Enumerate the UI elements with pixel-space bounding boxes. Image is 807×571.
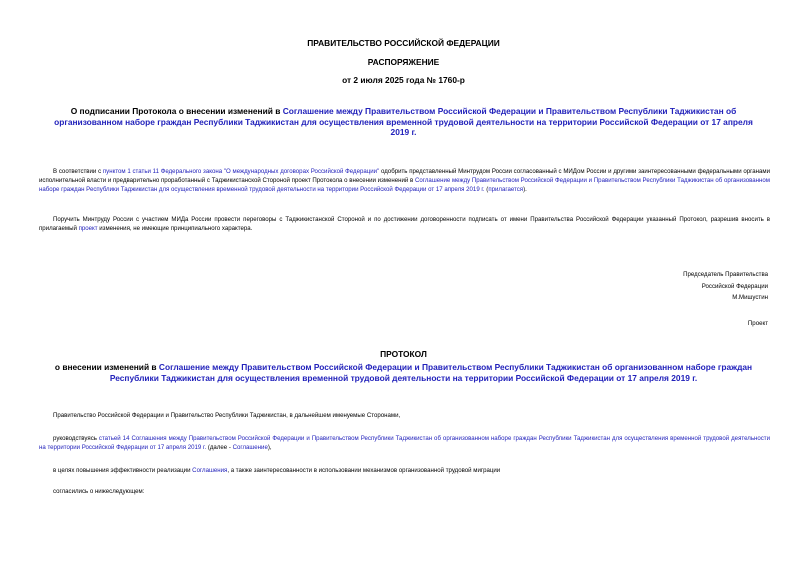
project-link[interactable]: проект (78, 225, 98, 232)
signature-block (683, 269, 768, 304)
document-type: РАСПОРЯЖЕНИЕ (367, 57, 440, 67)
paragraph-text: ). (523, 186, 527, 193)
protocol-agreed: согласились о нижеследующем: (53, 488, 145, 495)
agreement-link[interactable]: Соглашение между Правительством Российской Федерации и Правительством Республики Таджикистан об организованном наборе граждан Республики Таджикистан для осуществления временной трудовой деятельности на территории Российской Федерации от 17 апреля 2019 г. (109, 362, 753, 383)
protocol-subtitle (40, 362, 767, 383)
document-date-number: от 2 июля 2025 года № 1760-р (342, 75, 465, 85)
subject-prefix: О подписании Протокола о внесении изменений в (70, 106, 283, 116)
paragraph-text: изменения, не имеющие принципиального характера. (97, 225, 253, 232)
attached-link[interactable]: прилагается (488, 186, 524, 193)
protocol-parties: Правительство Российской Федерации и Правительство Республики Таджикистан, в дальнейшем именуемые Сторонами, (53, 412, 401, 419)
signature-organization: Российской Федерации (701, 282, 768, 290)
paragraph-text: руководствуясь (53, 435, 99, 442)
protocol-purpose (39, 466, 770, 475)
paragraph-text: , а также заинтересованности в использовании механизмов организованной трудовой миграции (227, 467, 501, 474)
paragraph-text: ), (267, 444, 272, 451)
law-link[interactable]: пунктом 1 статьи 11 Федерального закона "О международных договорах Российской Федерации" (102, 168, 380, 175)
protocol-guided-by (39, 434, 770, 452)
paragraph-text: ( (484, 186, 489, 193)
agreement-link[interactable]: Соглашение между Правительством Российской Федерации и Правительством Республики Таджикистан об организованном наборе граждан Республики Таджикистан для осуществления временной трудовой деятельности на территории Российской Федерации от 17 апреля 2019 г. (39, 177, 770, 193)
document-subject (45, 106, 762, 138)
article-link[interactable]: статьей 14 Соглашения между Правительством Российской Федерации и Правительством Республики Таджикистан об организованном наборе граждан Республики Таджикистан для осуществления временной трудовой деятельности на территории Российской Федерации от 17 апреля 2019 г. (39, 435, 771, 451)
agreement-short-link[interactable]: Соглашение (232, 444, 268, 451)
agreement-short-link[interactable]: Соглашения (192, 467, 228, 474)
paragraph-text: В соответствии с (53, 168, 103, 175)
paragraph-text: в целях повышения эффективности реализации (53, 467, 193, 474)
protocol-title: ПРОТОКОЛ (380, 349, 427, 359)
paragraph-approval (39, 167, 770, 194)
paragraph-instruction (39, 215, 770, 233)
draft-label: Проект (747, 320, 768, 327)
signature-name: М.Мишустин (732, 294, 768, 301)
paragraph-text: (далее - (206, 444, 233, 451)
paragraph-text: Поручить Минтруду России с участием МИДа России провести переговоры с Таджикистанской Стороной и по достижении договоренности подписать от имени Правительства Российской Федерации указанный Протокол, разрешив вносить в прилагаемый (39, 216, 770, 232)
agreement-link[interactable]: Соглашение между Правительством Российской Федерации и Правительством Республики Таджикистан об организованном наборе граждан Республики Таджикистан для осуществления временной трудовой деятельности на территории Российской Федерации от 17 апреля 2019 г. (54, 106, 753, 137)
paragraph-text: одобрить представленный Минтрудом России согласованный с МИДом России и другими заинтересованными федеральными органами исполнительной власти и предварительно проработанный с Таджикистанской Стороной проект Протокола о внесении изменений в (39, 168, 770, 184)
protocol-subtitle-prefix: о внесении изменений в (54, 362, 159, 372)
signature-position: Председатель Правительства (683, 271, 768, 278)
government-heading: ПРАВИТЕЛЬСТВО РОССИЙСКОЙ ФЕДЕРАЦИИ (307, 38, 500, 48)
